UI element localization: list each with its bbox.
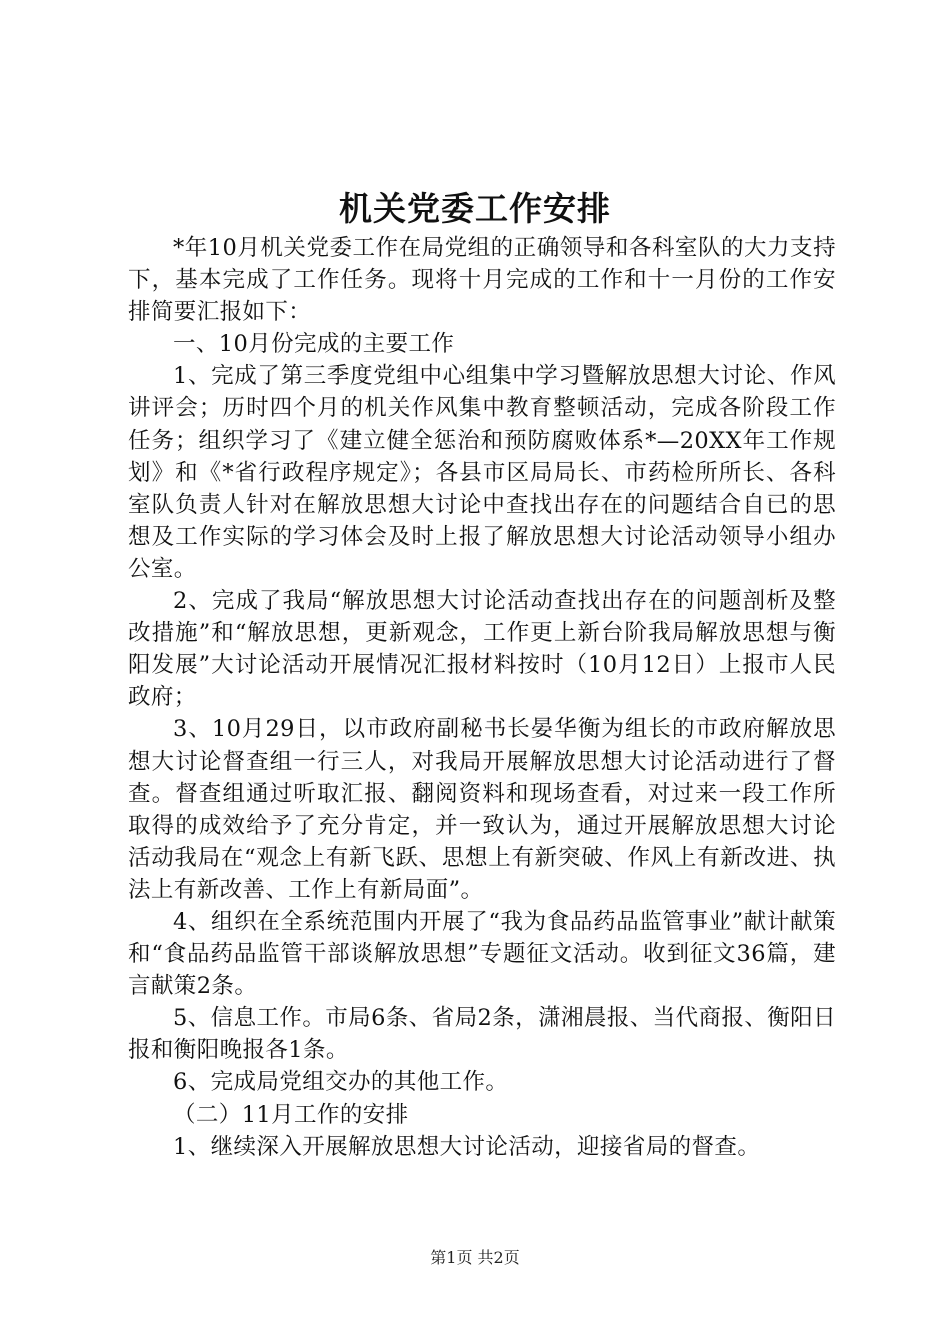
paragraph-november-item-1: 1、继续深入开展解放思想大讨论活动，迎接省局的督查。 (173, 1133, 761, 1160)
paragraph-item-4: 4、组织在全系统范围内开展了“我为食品药品监管事业”献计献策和“食品药品监管干部谈解放思想”专题征文活动。收到征文36篇，建言献策2条。 (128, 908, 836, 1000)
document-body (128, 232, 836, 1163)
paragraph-item-3: 3、10月29日，以市政府副秘书长晏华衡为组长的市政府解放思想大讨论督查组一行三人，对我局开展解放思想大讨论活动进行了督查。督查组通过听取汇报、翻阅资料和现场查看，对过来一段工作所取得的成效给予了充分肯定，并一致认为，通过开展解放思想大讨论活动我局在“观念上有新飞跃、思想上有新突破、作风上有新改进、执法上有新改善、工作上有新局面”。 (128, 716, 836, 903)
paragraph-item-2: 2、完成了我局“解放思想大讨论活动查找出存在的问题剖析及整改措施”和“解放思想，更新观念，工作更上新台阶我局解放思想与衡阳发展”大讨论活动开展情况汇报材料按时（10月12日）上报市人民政府； (128, 588, 836, 711)
paragraph-item-1: 1、完成了第三季度党组中心组集中学习暨解放思想大讨论、作风讲评会；历时四个月的机关作风集中教育整顿活动，完成各阶段工作任务；组织学习了《建立健全惩治和预防腐败体系*—20XX年工作规划》和《*省行政程序规定》；各县市区局局长、市药检所所长、各科室队负责人针对在解放思想大讨论中查找出存在的问题结合自已的思想及工作实际的学习体会及时上报了解放思想大讨论活动领导小组办公室。 (128, 363, 836, 582)
section-heading-october: 一、10月份完成的主要工作 (173, 331, 455, 358)
document-title: 机关党委工作安排 (339, 189, 611, 228)
paragraph-item-6: 6、完成局党组交办的其他工作。 (173, 1069, 509, 1096)
page-footer: 第1页 共2页 (430, 1248, 520, 1267)
paragraph-item-5: 5、信息工作。市局6条、省局2条，潇湘晨报、当代商报、衡阳日报和衡阳晚报各1条。 (128, 1005, 836, 1064)
intro-paragraph: *年10月机关党委工作在局党组的正确领导和各科室队的大力支持下，基本完成了工作任务。现将十月完成的工作和十一月份的工作安排简要汇报如下： (128, 235, 836, 326)
section-heading-november: （二）11月工作的安排 (173, 1101, 409, 1128)
